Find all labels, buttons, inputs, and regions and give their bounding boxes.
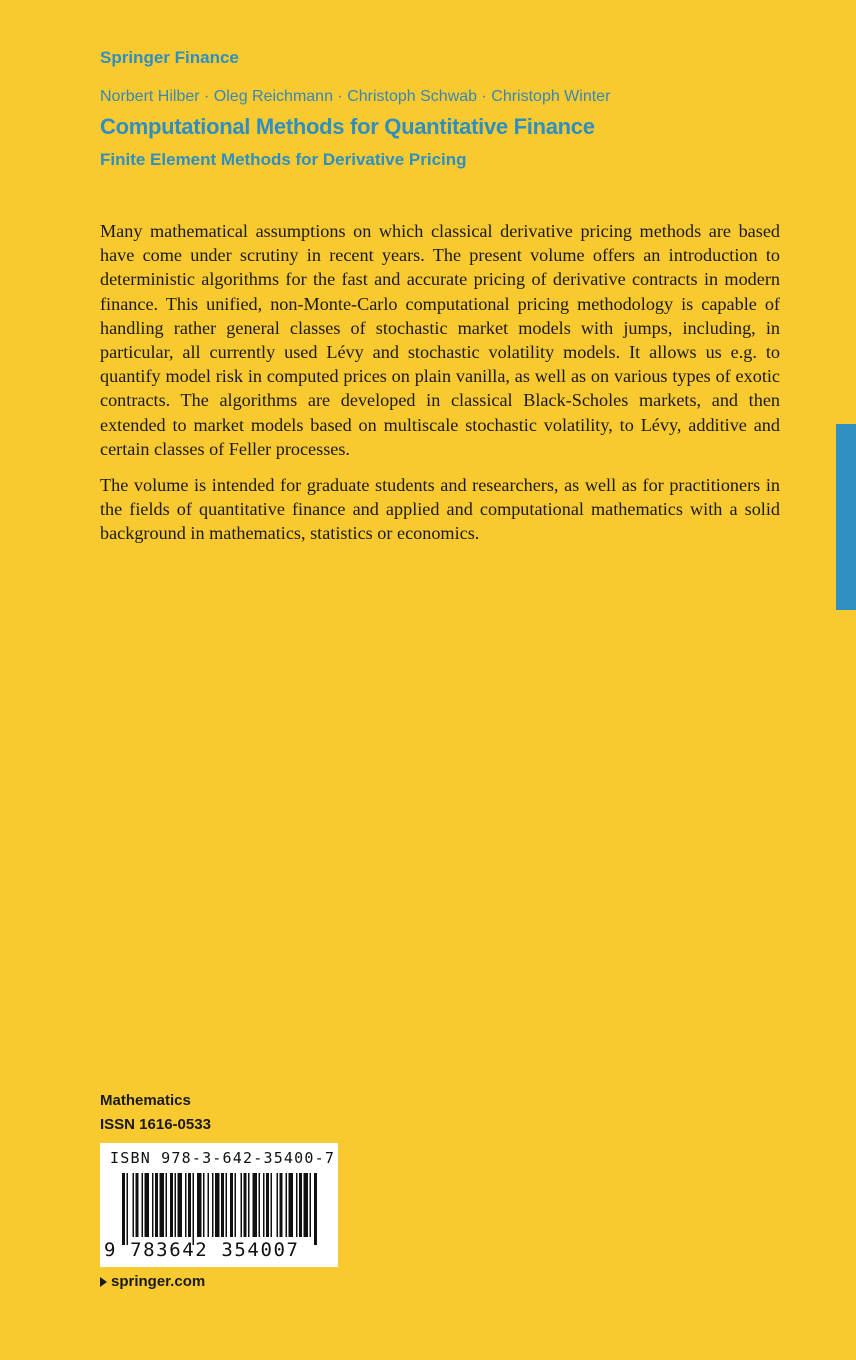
arrow-icon xyxy=(100,1277,107,1287)
barcode-bar xyxy=(304,1173,309,1237)
barcode-bar xyxy=(241,1173,243,1237)
barcode-bar xyxy=(145,1173,150,1237)
book-subtitle: Finite Element Methods for Derivative Pricing xyxy=(100,150,467,169)
barcode-bar xyxy=(296,1173,298,1237)
barcode-bar xyxy=(197,1173,202,1237)
issn-label: ISSN 1616-0533 xyxy=(100,1116,211,1133)
barcode-bar xyxy=(175,1173,177,1237)
subject-label: Mathematics xyxy=(100,1092,191,1109)
barcode-bar xyxy=(271,1173,273,1237)
barcode-bar xyxy=(127,1173,129,1245)
barcode-bar xyxy=(133,1173,135,1237)
barcode-bar xyxy=(310,1173,312,1237)
book-title: Computational Methods for Quantitative Finance xyxy=(100,114,595,139)
barcode-bar xyxy=(152,1173,154,1237)
barcode-digits: 9 783642 354007 xyxy=(104,1239,300,1261)
barcode-bar xyxy=(226,1173,228,1237)
isbn-barcode xyxy=(100,1143,338,1267)
barcode-bar xyxy=(166,1173,168,1237)
barcode-bar xyxy=(212,1173,214,1237)
barcode-bar xyxy=(208,1173,210,1237)
barcode-bar xyxy=(215,1173,220,1237)
barcode-bar xyxy=(280,1173,283,1237)
barcode-bar xyxy=(230,1173,233,1237)
barcode-bar xyxy=(221,1173,224,1237)
barcode-bar xyxy=(185,1173,187,1237)
barcode-bar xyxy=(314,1173,317,1245)
author-list: Norbert Hilber · Oleg Reichmann · Christoph Schwab · Christoph Winter xyxy=(100,88,611,105)
barcode-bar xyxy=(289,1173,294,1237)
barcode-bar xyxy=(178,1173,183,1237)
barcode-bar xyxy=(253,1173,258,1237)
blurb-paragraph-2: The volume is intended for graduate students and researchers, as well as for practitioners in the fields of quantitative finance and applied and computational mathematics with a solid background in mathematics, statistics or economics. xyxy=(100,475,780,544)
barcode-bar xyxy=(244,1173,247,1237)
website-link[interactable] xyxy=(100,1273,205,1290)
color-tab xyxy=(836,424,856,610)
barcode-bar xyxy=(160,1173,165,1237)
barcode-bar xyxy=(259,1173,261,1237)
website-label: springer.com xyxy=(111,1273,206,1290)
barcode-bar xyxy=(248,1173,250,1237)
barcode-bar xyxy=(188,1173,191,1237)
barcode-bar xyxy=(193,1173,195,1245)
barcode-bar xyxy=(136,1173,139,1237)
barcode-bars xyxy=(122,1173,318,1245)
series-name: Springer Finance xyxy=(100,48,239,67)
barcode-bar xyxy=(299,1173,302,1237)
barcode-bar xyxy=(235,1173,237,1237)
barcode-bar xyxy=(263,1173,265,1237)
barcode-bar xyxy=(266,1173,269,1237)
blurb-paragraph-1: Many mathematical assumptions on which classical derivative pricing methods are based have come under scrutiny in recent years. The present volume offers an introduction to deterministic algorithms for the fast and accurate pricing of derivative contracts in modern finance. This unified, non-Monte-Carlo computational pricing methodology is capable of handling rather general classes of stochastic market models with jumps, including, in particular, all currently used Lévy and stochastic volatility models. It allows us e.g. to quantify model risk in computed prices on plain vanilla, as well as on various types of exotic contracts. The algorithms are developed in classical Black-Scholes markets, and then extended to market models based on multiscale stochastic volatility, to Lévy, additive and certain classes of Feller processes. xyxy=(100,221,780,459)
barcode-bar xyxy=(170,1173,173,1237)
barcode-bar xyxy=(155,1173,158,1237)
isbn-label: ISBN 978-3-642-35400-7 xyxy=(110,1149,336,1167)
barcode-bar xyxy=(286,1173,288,1237)
barcode-bar xyxy=(142,1173,144,1237)
barcode-bar xyxy=(122,1173,125,1245)
blurb xyxy=(100,219,780,558)
barcode-bar xyxy=(277,1173,279,1237)
barcode-bar xyxy=(203,1173,205,1237)
